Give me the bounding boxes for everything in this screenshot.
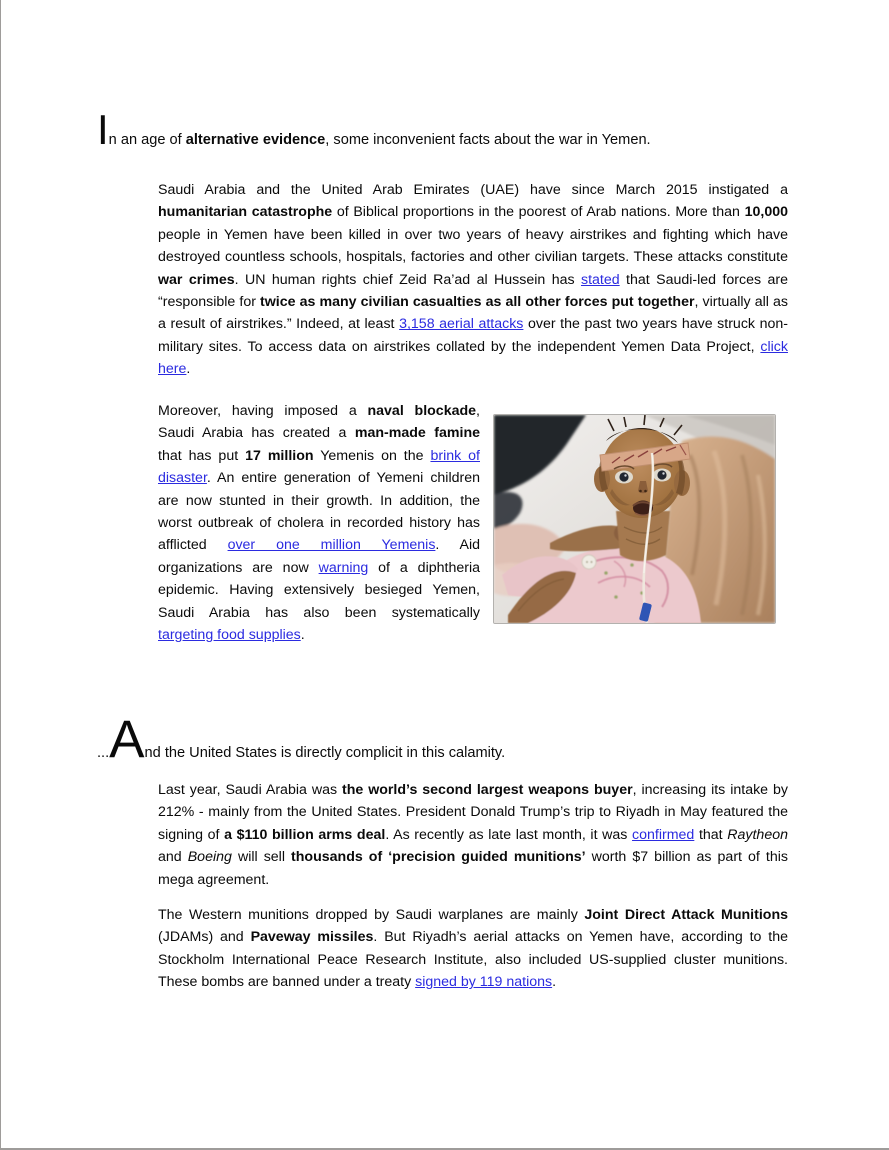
text-run: and xyxy=(158,849,188,866)
text-run: that has put xyxy=(158,447,246,464)
heading-2-text xyxy=(145,745,506,761)
text-run: war crimes xyxy=(158,271,235,288)
paragraph-arms-deal xyxy=(158,779,788,891)
text-run: of a diphtheria epidemic. Having extensively besieged Yemen, Saudi Arabia has also been systematically xyxy=(158,559,480,621)
text-run: will sell xyxy=(231,849,292,866)
text-run: . xyxy=(186,361,191,378)
text-run: a $110 billion arms deal xyxy=(224,826,386,843)
text-run: . xyxy=(300,627,305,644)
aerial-attacks-link[interactable]: 3,158 aerial attacks xyxy=(399,316,524,333)
text-run: Moreover, having imposed a xyxy=(158,403,368,419)
text-run: the world’s second largest weapons buyer xyxy=(341,782,633,798)
text-run: Joint Direct Attack Munitions xyxy=(584,907,789,923)
text-run: The Western munitions dropped by Saudi warplanes are mainly xyxy=(158,907,585,923)
text-run: 10,000 xyxy=(744,204,788,221)
confirmed-link[interactable]: confirmed xyxy=(632,826,695,843)
text-run: Saudi Arabia and the United Arab Emirates (UAE) have since March 2015 instigated a xyxy=(158,182,788,198)
text-run: thousands of ‘precision guided munitions’ xyxy=(291,849,586,866)
paragraph-famine xyxy=(158,400,480,646)
text-run: of Biblical proportions in the poorest of Arab nations. More than xyxy=(332,204,745,221)
text-run: Paveway missiles xyxy=(250,929,374,946)
one-million-yemenis-link[interactable]: over one million Yemenis xyxy=(227,537,436,554)
text-run: (JDAMs) and xyxy=(158,929,251,946)
text-run: that Saudi-led forces are “responsible for xyxy=(158,271,789,311)
text-run: man-made famine xyxy=(354,425,480,442)
text-run: people in Yemen have been killed in over two years of heavy airstrikes and fighting which have destroyed countless schools, hospitals, factories and other civilian targets. These attacks constitute xyxy=(158,226,788,266)
section-heading-1 xyxy=(97,106,651,153)
text-run: naval blockade xyxy=(367,403,477,419)
dropcap-i: I xyxy=(97,106,109,153)
targeting-food-supplies-link[interactable]: targeting food supplies xyxy=(158,627,301,644)
text-run: alternative evidence xyxy=(185,132,326,148)
text-run: . xyxy=(552,974,557,991)
stated-link[interactable]: stated xyxy=(580,271,620,288)
heading-ellipsis: ... xyxy=(97,745,110,761)
text-run: . But Riyadh’s aerial attacks on Yemen have, according to the Stockholm International Peace Research Institute, also included US-supplied cluster munitions. These bombs are banned under a treaty xyxy=(158,929,788,991)
treaty-link[interactable]: signed by 119 nations xyxy=(415,974,553,991)
text-run: , some inconvenient facts about the war in Yemen. xyxy=(325,132,651,148)
famine-child-photo xyxy=(493,414,776,624)
text-run: twice as many civilian casualties as all other forces put together xyxy=(260,294,695,311)
text-run: Boeing xyxy=(187,849,232,866)
text-run: . UN human rights chief Zeid Ra’ad al Hussein has xyxy=(234,271,581,288)
text-run: that xyxy=(694,826,728,843)
text-run: Raytheon xyxy=(727,826,788,843)
text-run: humanitarian catastrophe xyxy=(158,204,333,221)
famine-child-photo-art xyxy=(494,415,775,623)
text-run: Last year, Saudi Arabia was xyxy=(158,782,342,798)
text-run: over the past two years have struck non-military sites. To access data on airstrikes collated by the independent Yemen Data Project, xyxy=(158,316,788,355)
text-run: . As recently as late last month, it was xyxy=(385,826,633,843)
text-run: , virtually all as a result of airstrikes.” Indeed, at least xyxy=(158,294,788,333)
text-run: , Saudi Arabia has created a xyxy=(158,403,480,442)
heading-1-text xyxy=(109,132,651,148)
paragraph-munitions xyxy=(158,904,788,994)
text-run: . Aid organizations are now xyxy=(158,537,480,576)
text-run: nd the United States is directly complicit in this calamity. xyxy=(144,745,506,761)
warning-link[interactable]: warning xyxy=(318,559,369,576)
text-run: n an age of xyxy=(108,132,186,148)
click-here-link[interactable]: click here xyxy=(158,338,788,378)
paragraph-war-crimes xyxy=(158,179,788,381)
text-run: . An entire generation of Yemeni children are now stunted in their growth. In addition, the worst outbreak of cholera in recorded history has afflicted xyxy=(158,470,480,554)
text-run: , increasing its intake by 212% - mainly from the United States. President Donald Trump’s trip to Riyadh in May featured the signing of xyxy=(158,782,788,843)
dropcap-a: A xyxy=(109,710,145,769)
brink-of-disaster-link[interactable]: brink of disaster xyxy=(158,447,480,487)
section-heading-2 xyxy=(97,710,506,769)
text-run: Yemenis on the xyxy=(313,447,431,464)
text-run: 17 million xyxy=(245,447,314,464)
text-run: worth $7 billion as part of this mega agreement. xyxy=(158,849,788,888)
